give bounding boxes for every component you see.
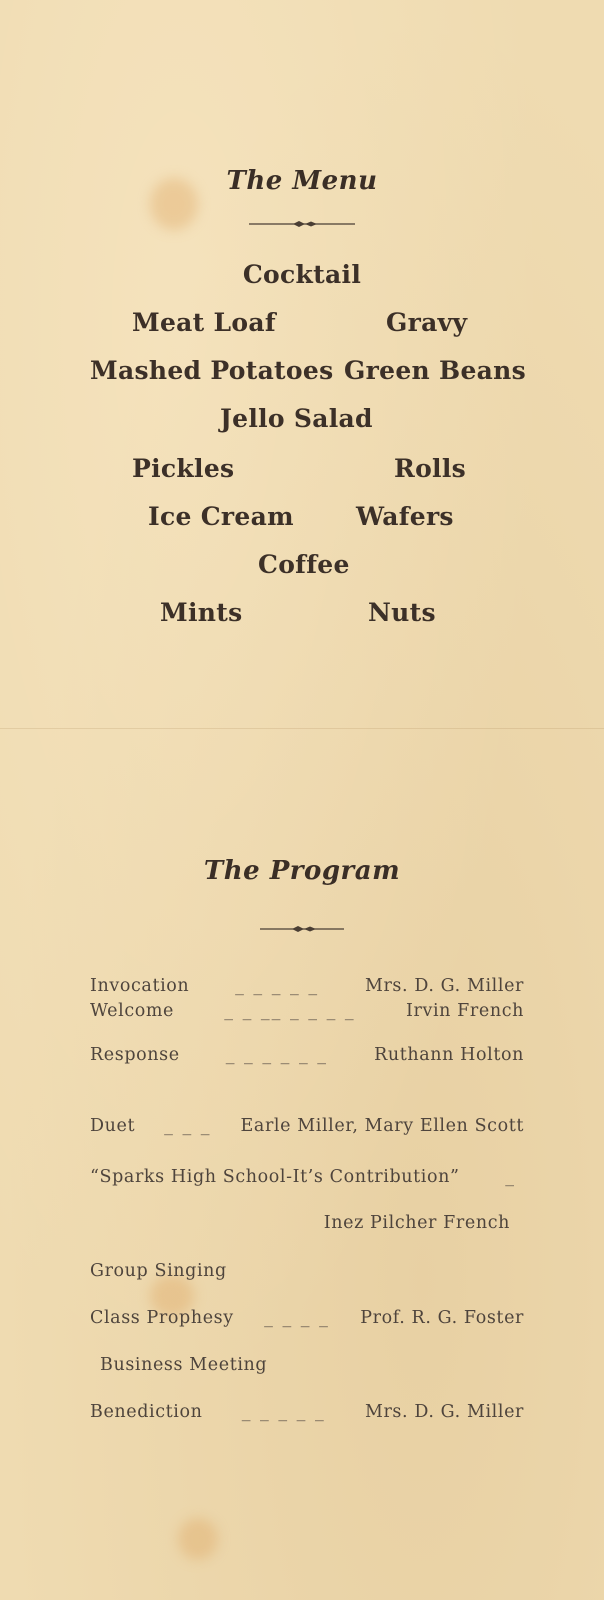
program-line-dashes: _ _ __ _ _ _ _ (224, 1001, 356, 1021)
program-line-response (90, 1045, 524, 1075)
program-line-dashes: _ _ _ _ _ (241, 1402, 326, 1422)
program-line-contribution-speaker: Inez Pilcher French (323, 1213, 510, 1233)
program-line-contribution (90, 1167, 524, 1197)
program-line-name: Ruthann Holton (374, 1045, 524, 1065)
program-line-label: Response (90, 1045, 180, 1065)
menu-item-mints: Mints (160, 598, 243, 627)
program-line-dashes: _ (505, 1167, 516, 1187)
fold-line (0, 728, 604, 729)
menu-item-cocktail: Cocktail (242, 260, 362, 289)
menu-ornament (0, 218, 604, 230)
program-line-label: Welcome (90, 1001, 175, 1021)
menu-item-coffee: Coffee (258, 550, 350, 579)
paper-stain (178, 1518, 218, 1560)
program-line-name: Mrs. D. G. Miller (364, 976, 524, 996)
program-line-name: Earle Miller, Mary Ellen Scott (240, 1116, 524, 1136)
menu-item-wafers: Wafers (356, 502, 454, 531)
program-line-group-singing: Group Singing (90, 1261, 227, 1281)
program-line-class-prophesy (90, 1308, 524, 1338)
program-line-name: Prof. R. G. Foster (360, 1308, 524, 1328)
menu-item-gravy: Gravy (386, 308, 468, 337)
program-line-duet (90, 1116, 524, 1146)
menu-item-jello-salad: Jello Salad (220, 404, 373, 433)
program-line-label: Invocation (90, 976, 190, 996)
menu-title: The Menu (226, 166, 378, 196)
program-title: The Program (203, 856, 401, 886)
menu-item-nuts: Nuts (368, 598, 436, 627)
program-ornament (0, 923, 604, 935)
program-line-label: Benediction (90, 1402, 203, 1422)
program-line-dashes: _ _ _ _ _ _ (225, 1045, 329, 1065)
menu-item-ice-cream: Ice Cream (148, 502, 294, 531)
menu-item-meat-loaf: Meat Loaf (132, 308, 276, 337)
program-line-label: Class Prophesy (90, 1308, 234, 1328)
program-line-label: Duet (90, 1116, 136, 1136)
program-line-dashes: _ _ _ _ _ (235, 976, 320, 996)
menu-item-mashed-potatoes: Mashed Potatoes (90, 356, 334, 385)
menu-item-green-beans: Green Beans (344, 356, 526, 385)
program-line-dashes: _ _ _ _ (264, 1308, 330, 1328)
program-line-business-meeting: Business Meeting (100, 1355, 268, 1375)
menu-item-pickles: Pickles (132, 454, 235, 483)
program-line-name: Irvin French (405, 1001, 524, 1021)
program-line-label: “Sparks High School-It’s Contribution” (90, 1167, 460, 1187)
menu-item-rolls: Rolls (394, 454, 467, 483)
program-line-dashes: _ _ _ (164, 1116, 212, 1136)
program-line-name: Mrs. D. G. Miller (364, 1402, 524, 1422)
program-line-welcome (90, 1001, 524, 1031)
program-line-benediction (90, 1402, 524, 1432)
